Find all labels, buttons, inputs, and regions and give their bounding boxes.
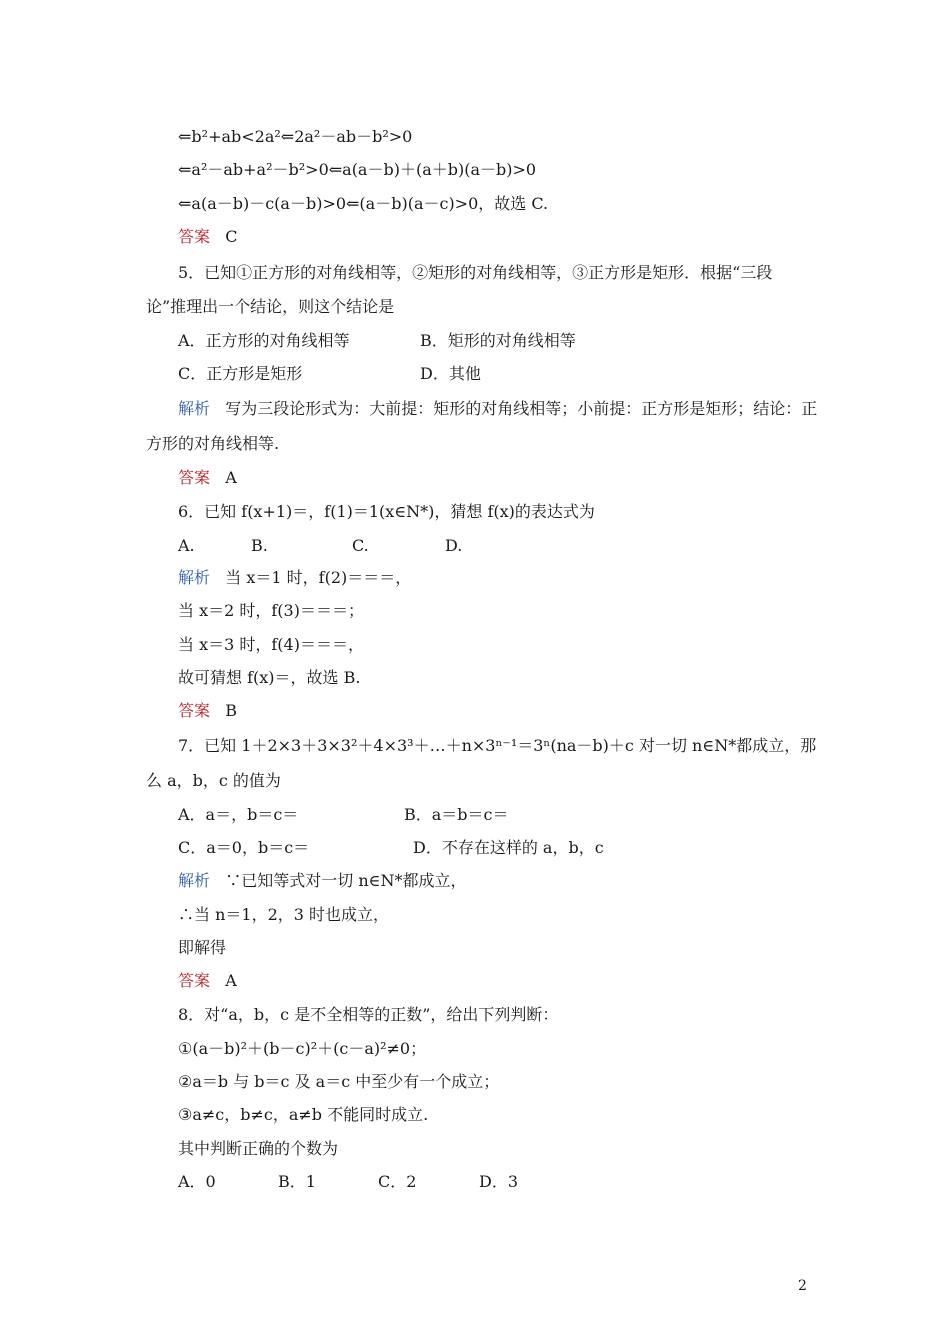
question-8-ask: 其中判断正确的个数为 [178, 1139, 339, 1158]
question-7-text-cont: 么 a，b，c 的值为 [146, 771, 281, 790]
question-8-statement-2: ②a＝b 与 b＝c 及 a＝c 中至少有一个成立； [178, 1072, 500, 1091]
explanation-label: 解析 [178, 871, 211, 890]
question-7-option-d: D．不存在这样的 a，b，c [413, 838, 604, 857]
explanation-6-line-4: 故可猜想 f(x)＝，故选 B. [178, 668, 361, 687]
question-8-option-b: B．1 [278, 1172, 316, 1191]
question-5-option-b: B．矩形的对角线相等 [420, 331, 576, 350]
question-6-text: 6．已知 f(x+1)＝，f(1)＝1(x∈N*)，猜想 f(x)的表达式为 [178, 502, 595, 521]
question-6-option-a: A. [178, 536, 195, 555]
answer-value: B [225, 701, 238, 720]
question-6-option-c: C. [352, 536, 369, 555]
answer-value: A [225, 468, 237, 487]
explanation-7 [178, 870, 467, 892]
question-7-text: 7．已知 1＋2×3＋3×3²＋4×3³＋…＋n×3ⁿ⁻¹＝3ⁿ(na－b)＋c 对一切 n∈N*都成立，那 [178, 736, 817, 755]
answer-label: 答案 [178, 701, 211, 720]
explanation-7-line-3: 即解得 [178, 938, 227, 957]
explanation-text: ∵已知等式对一切 n∈N*都成立， [225, 871, 467, 890]
explanation-label: 解析 [178, 568, 211, 587]
explanation-text: 写为三段论形式为：大前提：矩形的对角线相等；小前提：正方形是矩形；结论：正 [225, 399, 818, 418]
question-5-option-a: A．正方形的对角线相等 [178, 331, 350, 350]
answer-6 [178, 700, 237, 722]
question-5-text: 5．已知①正方形的对角线相等，②矩形的对角线相等，③正方形是矩形．根据“三段 [178, 263, 773, 282]
answer-5 [178, 467, 237, 489]
answer-value: C [225, 227, 238, 246]
answer-7 [178, 970, 237, 992]
derivation-line-2: ⇐a²－ab+a²－b²>0⇐a(a－b)＋(a＋b)(a－b)>0 [178, 160, 537, 179]
explanation-6-line-2: 当 x＝2 时，f(3)＝＝＝； [178, 601, 364, 620]
question-6-option-b: B. [251, 536, 268, 555]
question-5-option-d: D．其他 [420, 364, 481, 383]
question-8-option-c: C．2 [378, 1172, 417, 1191]
derivation-line-3: ⇐a(a－b)－c(a－b)>0⇐(a－b)(a－c)>0，故选 C. [178, 194, 549, 213]
question-8-text: 8．对“a，b，c 是不全相等的正数”，给出下列判断： [178, 1005, 559, 1024]
explanation-6 [178, 567, 411, 589]
question-7-option-c: C．a＝0，b＝c＝ [178, 838, 310, 857]
explanation-text: 当 x＝1 时，f(2)＝＝＝， [225, 568, 412, 587]
question-5-option-c: C．正方形是矩形 [178, 364, 303, 383]
question-7-option-b: B．a＝b＝c＝ [404, 805, 509, 824]
explanation-5-cont: 方形的对角线相等. [146, 434, 280, 453]
answer-label: 答案 [178, 468, 211, 487]
answer-label: 答案 [178, 227, 211, 246]
page-number: 2 [798, 1278, 807, 1294]
derivation-line-1: ⇐b²+ab<2a²⇐2a²－ab－b²>0 [178, 127, 413, 146]
answer-4 [178, 226, 238, 248]
explanation-5 [178, 398, 817, 420]
question-8-option-d: D．3 [479, 1172, 519, 1191]
explanation-6-line-3: 当 x＝3 时，f(4)＝＝＝， [178, 635, 364, 654]
question-7-option-a: A．a＝，b＝c＝ [178, 805, 299, 824]
answer-value: A [225, 971, 237, 990]
question-8-statement-3: ③a≠c，b≠c，a≠b 不能同时成立. [178, 1105, 429, 1124]
explanation-7-line-2: ∴当 n＝1，2，3 时也成立， [178, 905, 390, 924]
explanation-label: 解析 [178, 399, 211, 418]
question-8-statement-1: ①(a－b)²＋(b－c)²＋(c－a)²≠0； [178, 1039, 427, 1058]
question-8-option-a: A．0 [178, 1172, 216, 1191]
question-6-option-d: D. [445, 536, 463, 555]
question-5-text-cont: 论”推理出一个结论，则这个结论是 [146, 297, 395, 316]
answer-label: 答案 [178, 971, 211, 990]
